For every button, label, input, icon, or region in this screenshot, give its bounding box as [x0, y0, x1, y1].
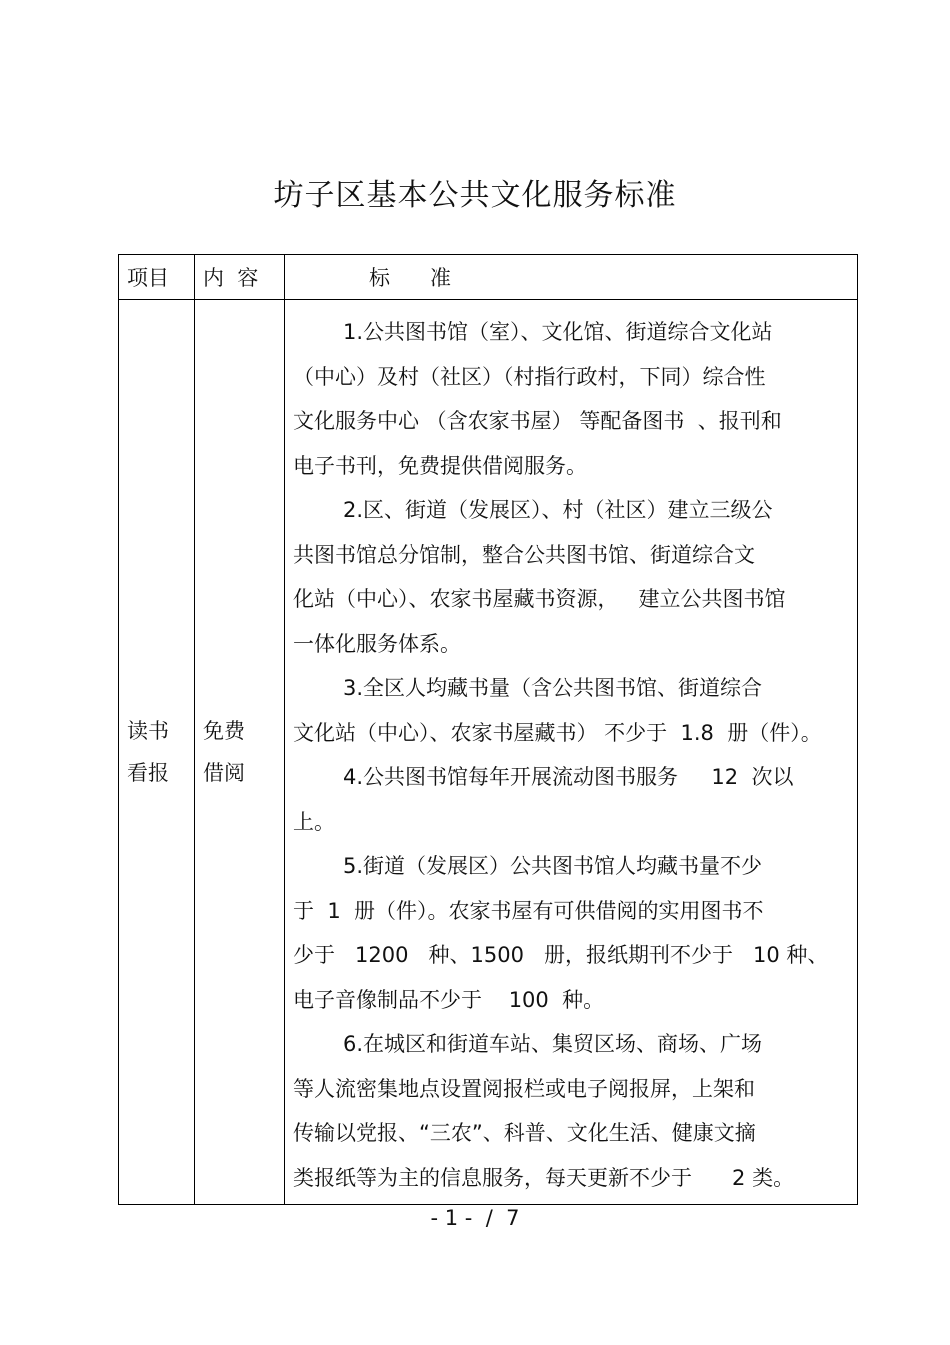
text-line: 2.区、街道（发展区）、村（社区）建立三级公	[343, 498, 773, 522]
text-line: 传输以党报、“三农”、科普、文化生活、健康文摘	[293, 1121, 756, 1145]
text-line: （中心）及村（社区）（村指行政村，下同）综合性	[293, 364, 766, 389]
item-cell	[119, 300, 195, 1205]
text-line: 6.在城区和街道车站、集贸区场、商场、广场	[343, 1032, 763, 1056]
standard-paragraph-5	[293, 844, 851, 1022]
text-line: 共图书馆总分馆制，整合公共图书馆、街道综合文	[293, 542, 755, 567]
standard-paragraph-6	[293, 1022, 851, 1200]
content-cell	[195, 300, 285, 1205]
text-line: 类报纸等为主的信息服务，每天更新不少于 2 类。	[293, 1165, 795, 1190]
content-line: 借阅	[203, 761, 245, 785]
header-content: 内 容	[195, 255, 285, 300]
content-line: 免费	[203, 719, 245, 743]
text-line: 于 1 册（件）。农家书屋有可供借阅的实用图书不	[293, 898, 764, 923]
header-item: 项目	[119, 255, 195, 300]
standard-paragraph-1	[293, 310, 851, 488]
text-line: 文化服务中心 （含农家书屋） 等配备图书 、报刊和	[293, 409, 782, 433]
text-line: 少于 1200 种、1500 册，报纸期刊不少于 10 种、	[293, 943, 829, 967]
standard-paragraph-4	[293, 755, 851, 844]
item-line: 读书	[127, 719, 169, 743]
text-line: 化站（中心）、农家书屋藏书资源， 建立公共图书馆	[293, 587, 786, 611]
text-line: 1.公共图书馆（室）、文化馆、街道综合文化站	[343, 320, 773, 344]
standard-paragraph-2	[293, 488, 851, 666]
standards-table	[118, 254, 858, 1205]
page-number: - 1 - / 7	[430, 1206, 520, 1230]
document-title: 坊子区基本公共文化服务标准	[273, 178, 677, 213]
standard-paragraph-3	[293, 666, 851, 755]
text-line: 4.公共图书馆每年开展流动图书服务 12 次以	[343, 765, 794, 789]
table-header-row	[119, 255, 858, 300]
text-line: 上。	[293, 809, 335, 834]
table-row	[119, 300, 858, 1205]
header-standard: 标 准	[285, 255, 858, 300]
text-line: 等人流密集地点设置阅报栏或电子阅报屏，上架和	[293, 1076, 755, 1101]
text-line: 电子音像制品不少于 100 种。	[293, 987, 605, 1012]
text-line: 一体化服务体系。	[293, 631, 461, 656]
text-line: 5.街道（发展区）公共图书馆人均藏书量不少	[343, 854, 763, 878]
standard-cell	[285, 300, 858, 1205]
item-line: 看报	[127, 761, 169, 785]
text-line: 电子书刊，免费提供借阅服务。	[293, 453, 587, 478]
text-line: 3.全区人均藏书量（含公共图书馆、街道综合	[343, 676, 763, 700]
text-line: 文化站（中心）、农家书屋藏书） 不少于 1.8 册（件）。	[293, 720, 822, 745]
